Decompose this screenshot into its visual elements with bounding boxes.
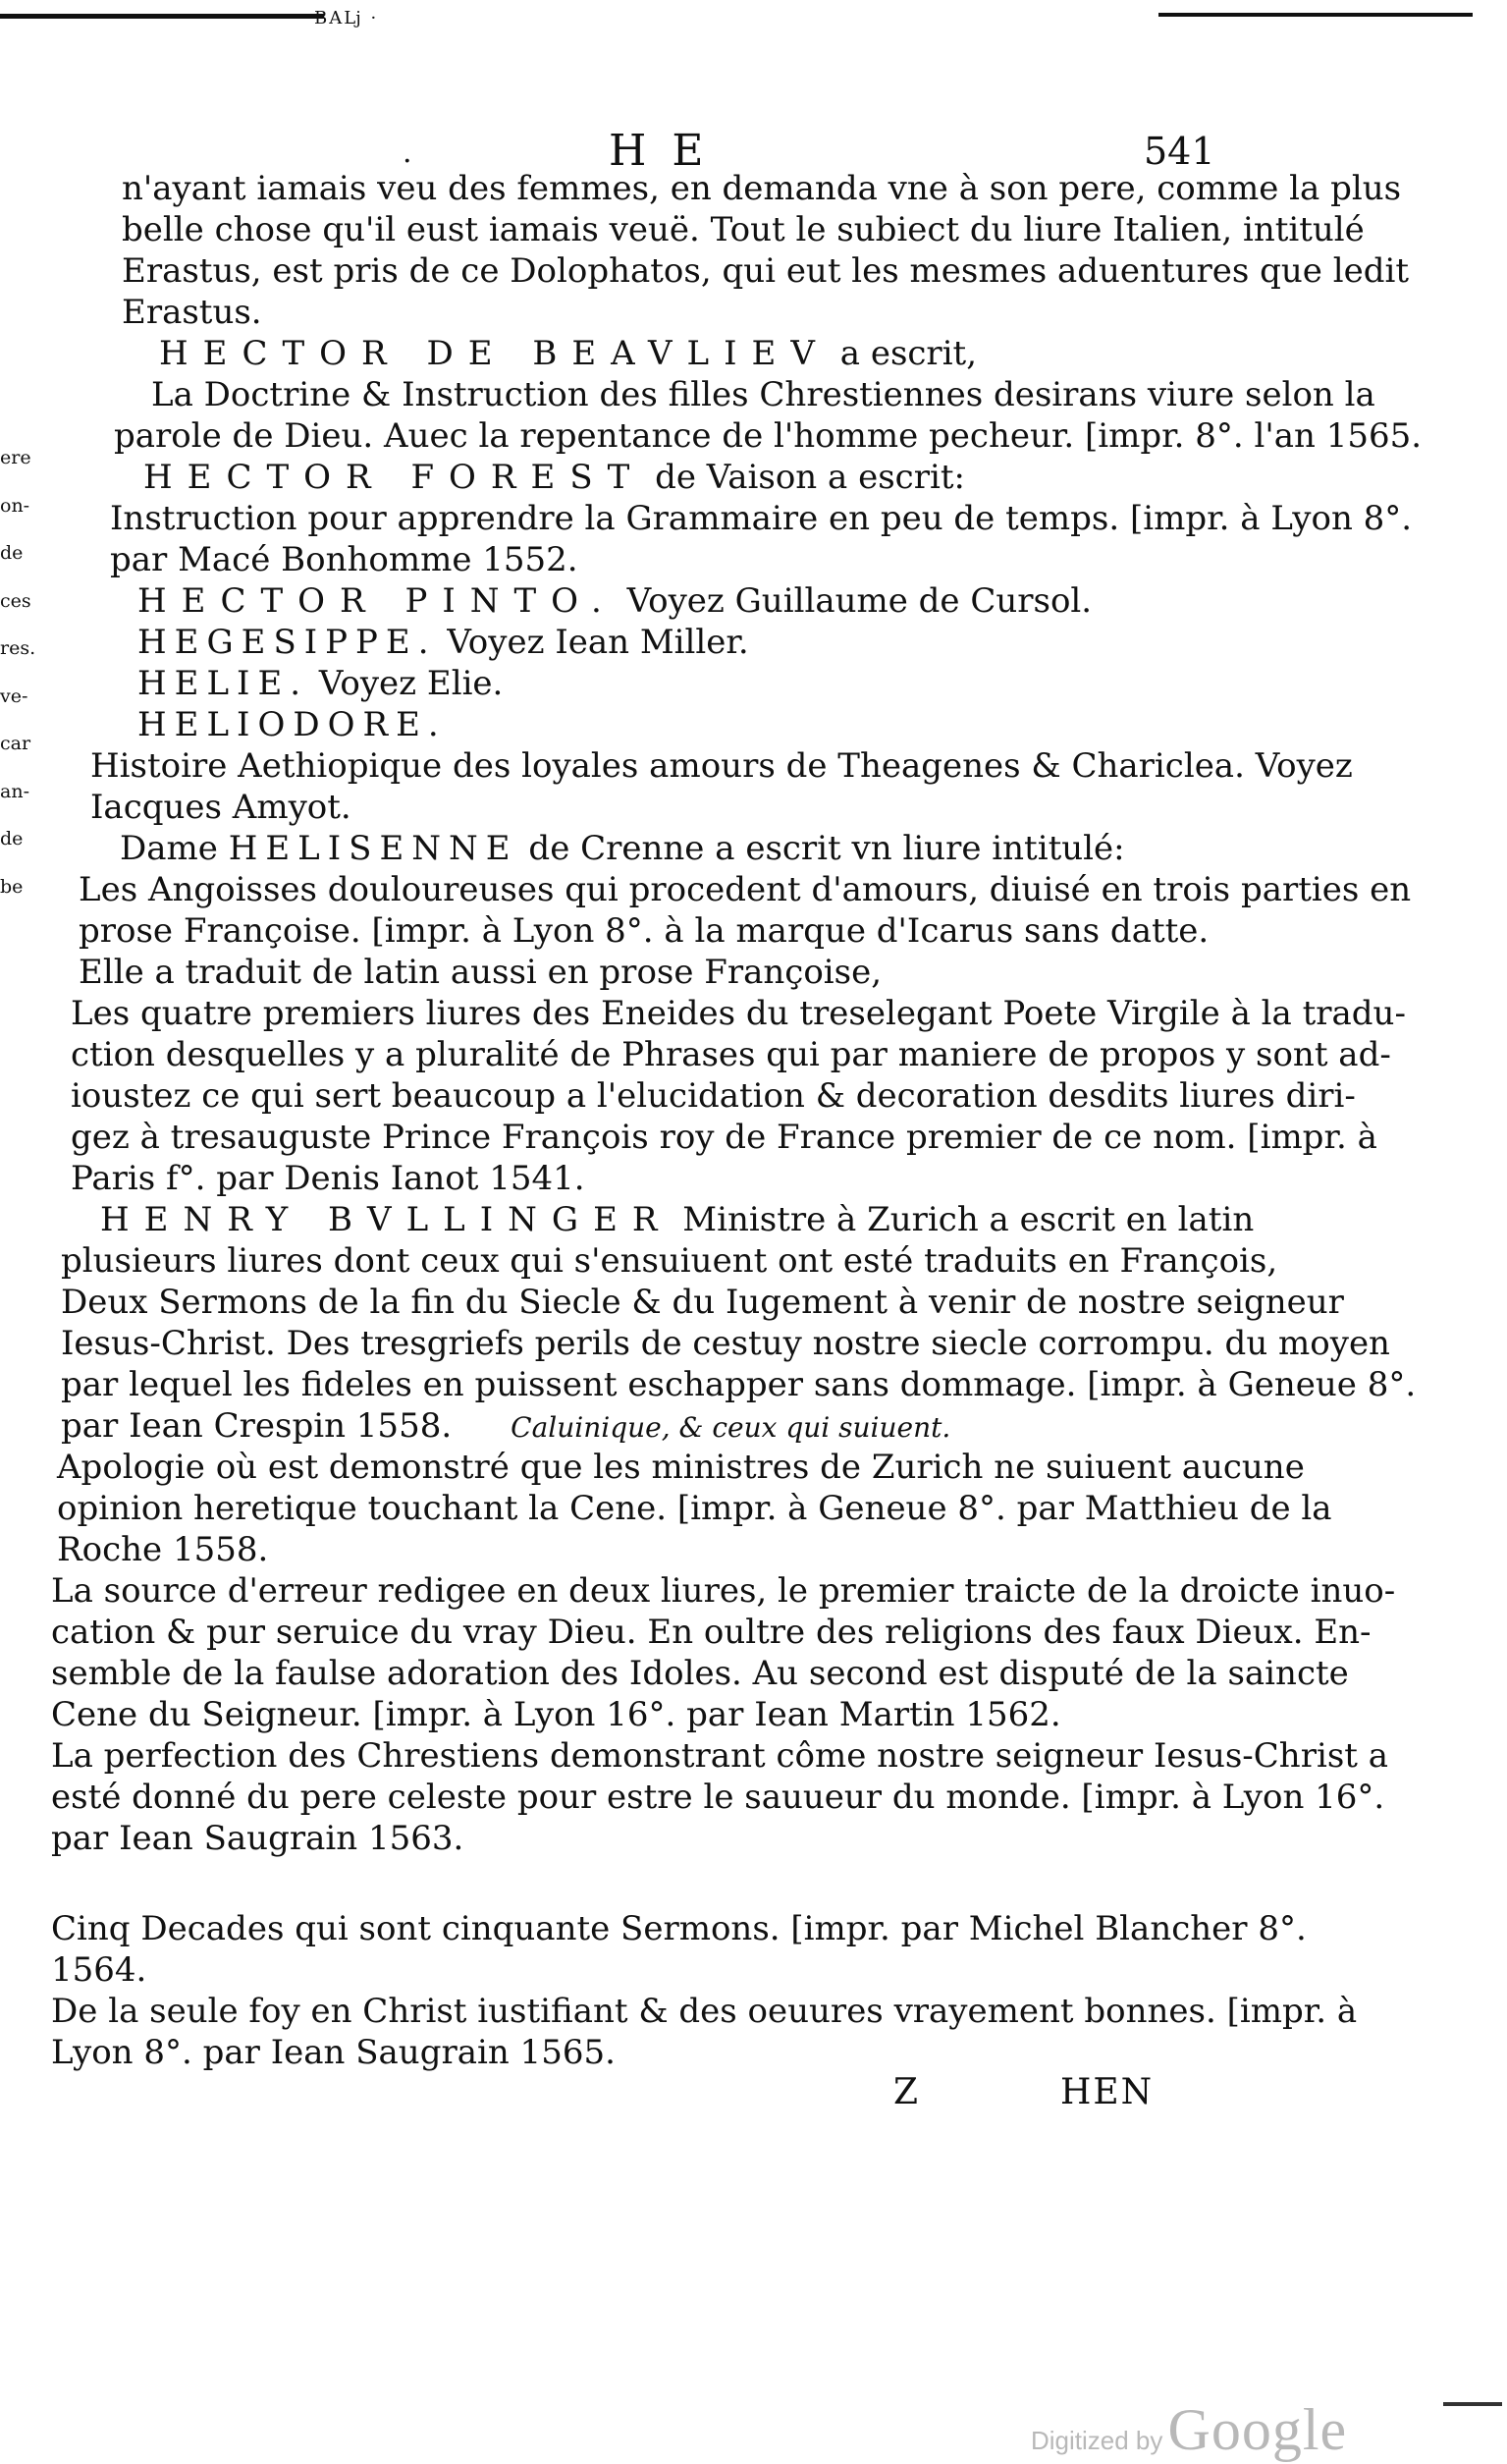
margin-note: de — [0, 542, 24, 564]
signature-mark: Z — [893, 2072, 919, 2112]
author-name: HECTOR FOREST — [143, 458, 645, 497]
author-name: HECTOR DE BEAVLIEV — [159, 334, 830, 373]
text-line: Deux Sermons de la fin du Siecle & du Iugement à venir de nostre seigneur — [61, 1283, 1344, 1322]
margin-note: res. — [0, 637, 36, 659]
top-rule-left — [0, 14, 324, 19]
running-title: HE — [609, 126, 729, 176]
author-name: HELISENNE — [228, 829, 518, 868]
entry-heading-line — [137, 705, 447, 744]
entry-heading-line — [137, 623, 749, 662]
entry-text: par Iean Crespin 1558. — [61, 1406, 453, 1446]
margin-note: be — [0, 875, 24, 898]
entry-text: Voyez Elie. — [308, 664, 504, 703]
text-line: esté donné du pere celeste pour estre le sauueur du monde. [impr. à Lyon 16°. — [51, 1778, 1385, 1817]
entry-heading-line — [100, 1200, 1254, 1239]
entry-text: Ministre à Zurich a escrit en latin — [672, 1200, 1255, 1239]
header-dot: . — [403, 136, 412, 170]
margin-note: de — [0, 828, 24, 849]
author-name: HELIODORE. — [137, 705, 447, 744]
top-fragment: BAǈ · — [314, 8, 379, 28]
author-name: HEGESIPPE. — [137, 623, 437, 662]
text-line: Lyon 8°. par Iean Saugrain 1565. — [51, 2033, 616, 2072]
entry-heading-line — [137, 664, 503, 703]
text-line: Instruction pour apprendre la Grammaire en peu de temps. [impr. à Lyon 8°. — [110, 499, 1413, 538]
text-line: Histoire Aethiopique des loyales amours de Theagenes & Chariclea. Voyez — [90, 746, 1353, 786]
text-line: La source d'erreur redigee en deux liures, le premier traicte de la droicte inuo- — [51, 1571, 1396, 1611]
entry-heading-line — [143, 458, 965, 497]
text-line: La perfection des Chrestiens demonstrant côme nostre seigneur Iesus-Christ a — [51, 1736, 1389, 1776]
entry-text: Voyez Iean Miller. — [436, 623, 749, 662]
text-line: ction desquelles y a pluralité de Phrases qui par maniere de propos y sont ad- — [71, 1035, 1391, 1074]
text-line: parole de Dieu. Auec la repentance de l'homme pecheur. [impr. 8°. l'an 1565. — [114, 416, 1423, 456]
text-line: plusieurs liures dont ceux qui s'ensuiuent ont esté traduits en François, — [61, 1241, 1278, 1281]
entry-text: Dame — [120, 829, 229, 868]
text-line: Paris f°. par Denis Ianot 1541. — [71, 1159, 585, 1198]
text-line: par lequel les fideles en puissent eschapper sans dommage. [impr. à Geneue 8°. — [61, 1365, 1417, 1404]
text-line — [61, 1406, 950, 1448]
page-number: 541 — [1144, 130, 1215, 173]
margin-note: on- — [0, 494, 30, 517]
margin-note: an- — [0, 780, 29, 802]
text-line: Apologie où est demonstré que les ministres de Zurich ne suiuent aucune — [57, 1448, 1305, 1487]
text-line: par Iean Saugrain 1563. — [51, 1819, 464, 1858]
watermark-brand: Google — [1167, 2397, 1348, 2462]
text-line: prose Françoise. [impr. à Lyon 8°. à la marque d'Icarus sans datte. — [79, 911, 1210, 951]
text-line: gez à tresauguste Prince François roy de France premier de ce nom. [impr. à — [71, 1118, 1377, 1157]
watermark-prefix: Digitized by — [1031, 2426, 1163, 2455]
entry-text: de Vaison a escrit: — [644, 458, 965, 497]
top-rule-right — [1158, 13, 1473, 17]
margin-notes — [0, 434, 36, 910]
top-edge — [0, 8, 1473, 28]
text-line: 1564. — [51, 1950, 147, 1990]
text-line: Erastus, est pris de ce Dolophatos, qui eut les mesmes aduentures que ledit — [122, 251, 1410, 291]
text-line: cation & pur seruice du vray Dieu. En oultre des religions des faux Dieux. En- — [51, 1613, 1372, 1652]
author-name: HECTOR PINTO. — [137, 581, 617, 621]
text-line: De la seule foy en Christ iustifiant & des oeuures vrayement bonnes. [impr. à — [51, 1992, 1358, 2031]
text-line: ioustez ce qui sert beaucoup a l'elucidation & decoration desdits liures diri- — [71, 1076, 1356, 1116]
entry-heading-line — [159, 334, 977, 373]
text-line: Cinq Decades qui sont cinquante Sermons. [impr. par Michel Blancher 8°. — [51, 1909, 1307, 1948]
text-line: par Macé Bonhomme 1552. — [110, 540, 578, 579]
text-line: semble de la faulse adoration des Idoles. Au second est disputé de la saincte — [51, 1654, 1349, 1693]
text-line: Cene du Seigneur. [impr. à Lyon 16°. par Iean Martin 1562. — [51, 1695, 1061, 1734]
text-line: Elle a traduit de latin aussi en prose Françoise, — [79, 953, 883, 992]
text-line: Iacques Amyot. — [90, 788, 351, 827]
text-line: opinion heretique touchant la Cene. [impr. à Geneue 8°. par Matthieu de la — [57, 1489, 1332, 1528]
entry-text: Voyez Guillaume de Cursol. — [616, 581, 1093, 621]
author-name: HELIE. — [137, 664, 309, 703]
text-line: Erastus. — [122, 293, 262, 332]
entry-text: de Crenne a escrit vn liure intitulé: — [517, 829, 1125, 868]
entry-text: a escrit, — [829, 334, 978, 373]
bottom-edge-mark — [1443, 2402, 1502, 2406]
margin-annotation: Caluinique, & ceux qui suiuent. — [511, 1411, 951, 1444]
text-line: Les Angoisses douloureuses qui procedent d'amours, diuisé en trois parties en — [79, 870, 1412, 909]
text-line: Iesus-Christ. Des tresgriefs perils de cestuy nostre siecle corrompu. du moyen — [61, 1324, 1390, 1363]
text-line: n'ayant iamais veu des femmes, en demanda vne à son pere, comme la plus — [122, 169, 1402, 208]
author-name: HENRY BVLLINGER — [100, 1200, 673, 1239]
margin-note: car — [0, 733, 31, 754]
text-line: La Doctrine & Instruction des filles Chrestiennes desirans viure selon la — [151, 375, 1375, 414]
margin-note: ces — [0, 589, 31, 612]
entry-heading-line — [137, 581, 1092, 621]
catchword: HEN — [1060, 2072, 1155, 2112]
margin-note: ere — [0, 447, 31, 468]
digitized-watermark — [1031, 2396, 1347, 2464]
entry-heading-line — [120, 829, 1125, 868]
margin-note: ve- — [0, 684, 28, 707]
text-line: Les quatre premiers liures des Eneides du treselegant Poete Virgile à la tradu- — [71, 994, 1406, 1033]
text-line: Roche 1558. — [57, 1530, 269, 1569]
text-line: belle chose qu'il eust iamais veuë. Tout le subiect du liure Italien, intitulé — [122, 210, 1365, 249]
